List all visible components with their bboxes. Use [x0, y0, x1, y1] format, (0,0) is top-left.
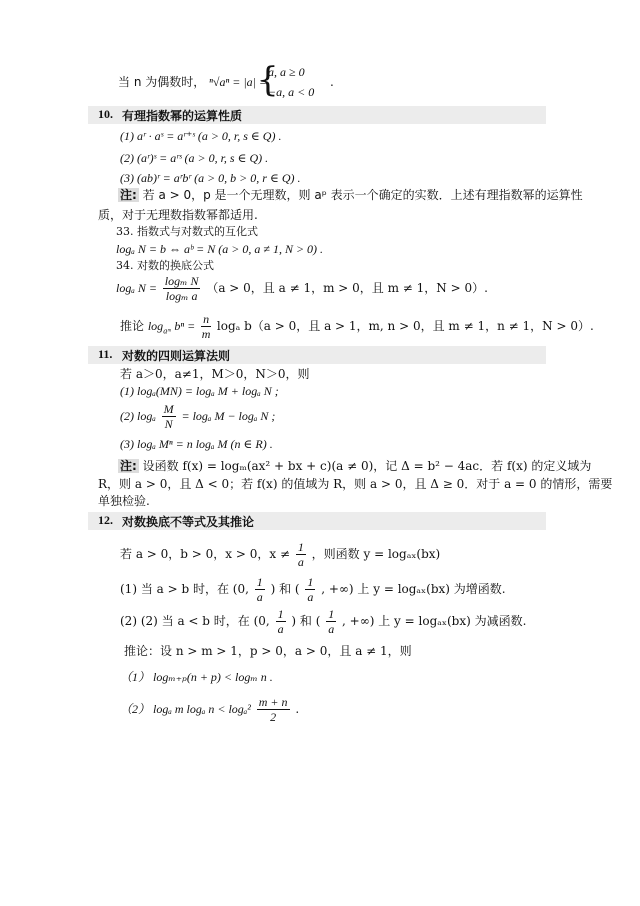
sec11-note-line-1	[118, 458, 591, 474]
corollary-b: bⁿ =	[174, 319, 196, 333]
sec12-condition	[120, 540, 440, 569]
item-34-title: 34. 对数的换底公式	[116, 259, 214, 272]
cond-post: ，则函数 y = logₐₓ(bx)	[311, 547, 441, 561]
note-text: 若 a > 0，p 是一个无理数，则 aᵖ 表示一个确定的实数．上述有理指数幂的运算性	[142, 188, 583, 202]
fraction-denominator: 2	[270, 710, 277, 724]
formula-fraction	[163, 274, 201, 303]
sec12-rule-2	[120, 607, 526, 636]
corollary-fraction	[257, 695, 290, 724]
rule-fraction-1	[255, 575, 265, 604]
sec11-note-line-3: 单独检验.	[98, 494, 150, 508]
corollary-label: 推论	[120, 319, 145, 333]
section-number: 10.	[98, 107, 113, 121]
sec10-note-line-2: 质，对于无理数指数幂都适用.	[98, 208, 258, 222]
sec12-corollary: 推论：设 n > m > 1，p > 0，a > 0，且 a ≠ 1，则	[124, 644, 412, 658]
sec12-rule-1	[120, 575, 506, 604]
even-formula: ⁿ√aⁿ = |a| =	[209, 75, 268, 89]
fraction-numerator: 1	[328, 607, 335, 621]
cond-pre: 若 a > 0，b > 0，x > 0，x ≠	[120, 547, 291, 561]
section-12-header	[88, 512, 546, 530]
fraction-numerator: 1	[297, 540, 304, 554]
corollary-post: .	[295, 702, 300, 716]
change-of-base-formula	[116, 274, 488, 303]
rule-mid: ) 和 (	[291, 614, 321, 628]
sec12-corollary-2	[120, 695, 299, 724]
rule-fraction-2	[326, 607, 336, 636]
rule-fraction	[162, 402, 176, 431]
corollary-log: log	[147, 319, 164, 333]
fraction-denominator: m	[201, 327, 211, 341]
fraction-numerator: 1	[256, 575, 263, 589]
corollary-fraction	[201, 312, 211, 341]
note-label: 注:	[120, 188, 137, 202]
section-title: 对数换底不等式及其推论	[122, 515, 255, 529]
fraction-numerator: n	[203, 312, 210, 326]
corollary-rhs: logₐ b（a > 0，且 a > 1，m, n > 0，且 m ≠ 1，n ≠ 1，N > 0）.	[216, 319, 594, 333]
cond-fraction	[296, 540, 306, 569]
formula-condition: （a > 0，且 a ≠ 1，m > 0，且 m ≠ 1，N > 0）.	[206, 281, 488, 295]
rule-fraction-1	[276, 607, 286, 636]
fraction-numerator: 1	[307, 575, 314, 589]
section-title: 有理指数幂的运算性质	[122, 109, 243, 123]
sec11-condition: 若 a＞0，a≠1，M＞0，N＞0，则	[120, 367, 310, 381]
fraction-denominator: N	[164, 417, 173, 431]
corollary-sub: aᵐ	[163, 326, 171, 336]
section-number: 11.	[98, 347, 113, 361]
fraction-numerator: M	[163, 402, 174, 416]
fraction-numerator: logₘ N	[164, 274, 199, 288]
piecewise-brace: {	[257, 60, 279, 100]
piecewise-period: .	[330, 75, 334, 89]
even-case-label: 当 n 为偶数时，	[118, 75, 206, 89]
note-text: 设函数 f(x) = logₘ(ax² + bx + c)(a ≠ 0)，记 Δ = b² − 4ac．若 f(x) 的定义域为	[142, 459, 592, 473]
item-33-title: 33. 指数式与对数式的互化式	[116, 225, 258, 238]
sec11-note-line-2: R，则 a > 0，且 Δ < 0；若 f(x) 的值域为 R，则 a > 0，且 Δ ≥ 0．对于 a = 0 的情形，需要	[98, 477, 613, 491]
rule-mid: ) 和 (	[270, 582, 300, 596]
fraction-denominator: a	[297, 555, 304, 569]
rule-post: = logₐ M − logₐ N ;	[181, 409, 276, 423]
sec10-rule-1: (1) aʳ · aˢ = aʳ⁺ˢ (a > 0, r, s ∈ Q) .	[120, 129, 282, 143]
fraction-denominator: a	[307, 590, 314, 604]
sec11-rule-3: (3) logₐ Mⁿ = n logₐ M (n ∈ R) .	[120, 437, 273, 451]
section-title: 对数的四则运算法则	[122, 349, 231, 363]
note-label: 注:	[120, 459, 137, 473]
piecewise-case-2: −a, a < 0	[268, 85, 315, 99]
fraction-denominator: a	[256, 590, 263, 604]
rule-pre: (2) logₐ	[120, 409, 156, 423]
fraction-numerator: m + n	[258, 695, 288, 709]
fraction-denominator: a	[277, 622, 284, 636]
item-33-formula: logₐ N = b ⇔ aᵇ = N (a > 0, a ≠ 1, N > 0) .	[116, 242, 324, 256]
sec12-corollary-1: （1） logₘ₊ₚ(n + p) < logₘ n .	[120, 670, 273, 684]
corollary-pre: （2） logₐ m logₐ n < logₐ²	[120, 702, 251, 716]
section-11-header	[88, 346, 546, 364]
rule-pre: (1) 当 a > b 时，在 (0,	[120, 582, 249, 596]
piecewise-case-1: a, a ≥ 0	[268, 65, 305, 79]
rule-post: , +∞) 上 y = logₐₓ(bx) 为减函数.	[342, 614, 527, 628]
rule-post: , +∞) 上 y = logₐₓ(bx) 为增函数.	[321, 582, 506, 596]
even-case-text	[118, 74, 267, 90]
fraction-numerator: 1	[277, 607, 284, 621]
rule-fraction-2	[305, 575, 315, 604]
sec11-rule-1: (1) logₐ(MN) = logₐ M + logₐ N ;	[120, 384, 279, 398]
sec10-rule-3: (3) (ab)ʳ = aʳbʳ (a > 0, b > 0, r ∈ Q) .	[120, 171, 301, 185]
section-number: 12.	[98, 513, 113, 527]
rule-pre: (2) (2) 当 a < b 时，在 (0,	[120, 614, 270, 628]
formula-lhs: logₐ N =	[116, 281, 157, 295]
sec10-rule-2: (2) (aʳ)ˢ = aʳˢ (a > 0, r, s ∈ Q) .	[120, 151, 269, 165]
section-10-header	[88, 106, 546, 124]
sec10-note-line-1	[118, 187, 583, 203]
sec11-rule-2	[120, 402, 275, 431]
fraction-denominator: logₘ a	[165, 289, 198, 303]
fraction-denominator: a	[328, 622, 335, 636]
corollary-34	[120, 312, 594, 341]
